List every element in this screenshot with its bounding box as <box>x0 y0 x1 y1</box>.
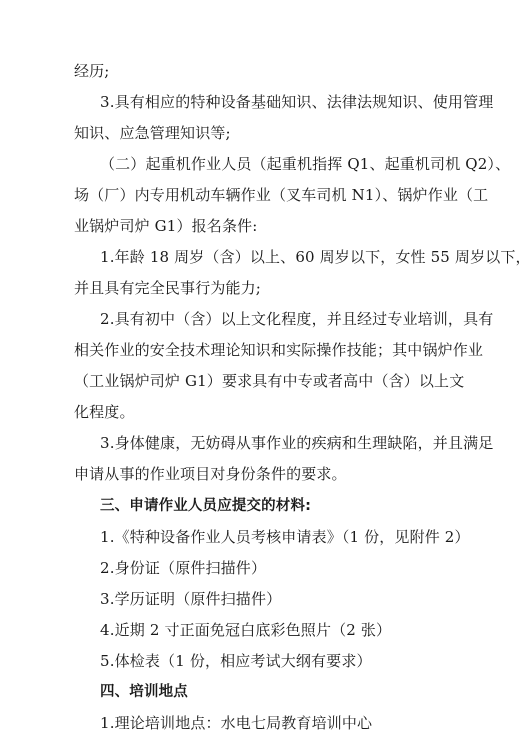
text-line-age-requirement-cont: 并且具有完全民事行为能力; <box>74 279 262 297</box>
text-line-section-2-title: （二）起重机作业人员（起重机指挥 Q1、起重机司机 Q2）、 <box>100 155 511 173</box>
text-line-material-5: 5.体检表（1 份，相应考试大纲有要求） <box>100 652 372 670</box>
section-heading-materials: 三、申请作业人员应提交的材料: <box>100 498 312 514</box>
section-heading-training-location: 四、培训地点 <box>100 684 188 700</box>
text-line-material-2: 2.身份证（原件扫描件） <box>100 559 267 577</box>
text-line-age-requirement: 1.年龄 18 周岁（含）以上、60 周岁以下，女性 55 周岁以下， <box>100 248 531 266</box>
text-line-health-requirement: 3.身体健康，无妨碍从事作业的疾病和生理缺陷，并且满足 <box>100 434 494 452</box>
text-line-item-3-knowledge: 3.具有相应的特种设备基础知识、法律法规知识、使用管理 <box>100 93 494 111</box>
text-line-section-2-title-cont-1: 场（厂）内专用机动车辆作业（叉车司机 N1）、锅炉作业（工 <box>74 186 489 204</box>
text-line-health-requirement-cont: 申请从事的作业项目对身份条件的要求。 <box>74 465 347 483</box>
text-line-section-2-title-cont-2: 业锅炉司炉 G1）报名条件: <box>74 217 258 235</box>
text-line-theory-training-location: 1.理论培训地点：水电七局教育培训中心 <box>100 714 373 732</box>
text-line-material-3: 3.学历证明（原件扫描件） <box>100 590 282 608</box>
text-line-education-requirement-cont-1: 相关作业的安全技术理论知识和实际操作技能；其中锅炉作业 <box>74 341 484 359</box>
text-line-item-3-knowledge-cont: 知识、应急管理知识等; <box>74 124 231 142</box>
text-line-education-requirement: 2.具有初中（含）以上文化程度，并且经过专业培训，具有 <box>100 310 494 328</box>
text-line-education-requirement-cont-2: （工业锅炉司炉 G1）要求具有中专或者高中（含）以上文 <box>74 372 465 390</box>
text-line-education-requirement-cont-3: 化程度。 <box>74 403 135 421</box>
text-line-material-1: 1.《特种设备作业人员考核申请表》（1 份，见附件 2） <box>100 528 470 546</box>
text-line-continuation: 经历; <box>74 62 110 80</box>
text-line-material-4: 4.近期 2 寸正面免冠白底彩色照片（2 张） <box>100 621 392 639</box>
